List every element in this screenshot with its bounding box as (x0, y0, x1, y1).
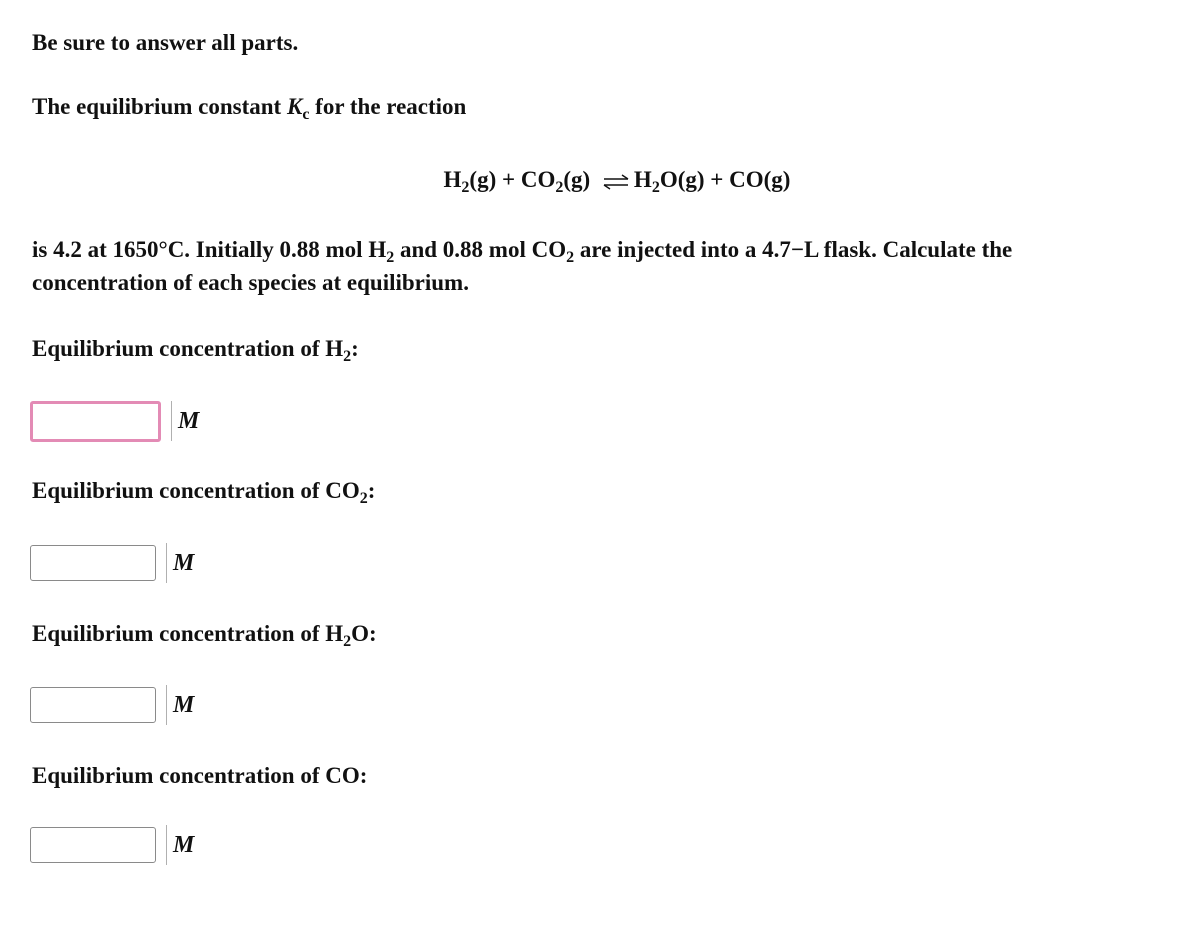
part-3-unit: M (166, 685, 194, 725)
equilibrium-arrow-icon (602, 174, 630, 190)
part-1-answer-row (30, 400, 199, 442)
problem-line-2: concentration of each species at equilibrium. (32, 270, 469, 295)
intro-prefix: The equilibrium constant (32, 94, 282, 119)
plus-sign: + (704, 167, 730, 192)
part-1-unit: M (171, 401, 199, 441)
part-2-label-sub: 2 (359, 490, 368, 507)
reactant-h2-sub: 2 (461, 179, 470, 196)
instruction-text: Be sure to answer all parts. (32, 30, 299, 55)
k-symbol: K (286, 94, 303, 119)
k-subscript: c (302, 106, 310, 123)
product-h2o: H (633, 167, 652, 192)
reactant-co2-state: (g) (563, 167, 591, 192)
reaction-equation (0, 165, 1204, 195)
part-1-label (32, 334, 359, 364)
product-h2o-rest: O(g) (659, 167, 705, 192)
product-h2o-sub: 2 (651, 179, 660, 196)
part-2-label-tail: : (367, 478, 376, 503)
part-2-answer-row (30, 542, 194, 584)
part-3-label-sub: 2 (343, 633, 352, 650)
part-4-unit: M (166, 825, 194, 865)
part-1-label-tail: : (351, 336, 359, 361)
part-2-unit: M (166, 543, 194, 583)
problem-line-1 (32, 235, 1012, 265)
part-4-answer-row (30, 824, 194, 866)
intro-text (32, 92, 466, 122)
problem-text-a: is 4.2 at 1650°C. Initially 0.88 mol H (32, 237, 387, 262)
reactant-co2: CO (520, 167, 556, 192)
part-1-label-sub: 2 (343, 348, 352, 365)
reactant-h2-state: (g) (469, 167, 497, 192)
plus-sign: + (496, 167, 521, 192)
part-3-label-tail: O: (351, 621, 377, 646)
part-3-label-text: Equilibrium concentration of H (32, 621, 344, 646)
h2o-concentration-input[interactable] (30, 687, 156, 723)
co2-concentration-input[interactable] (30, 545, 156, 581)
co-concentration-input[interactable] (30, 827, 156, 863)
problem-sub-2: 2 (566, 249, 575, 266)
part-4-label-text: Equilibrium concentration of CO: (32, 763, 368, 788)
h2-concentration-input[interactable] (30, 401, 161, 442)
reactant-co2-sub: 2 (555, 179, 564, 196)
intro-suffix: for the reaction (315, 94, 467, 119)
problem-text-b: and 0.88 mol CO (394, 237, 567, 262)
problem-sub-1: 2 (386, 249, 395, 266)
part-2-label (32, 476, 375, 506)
problem-text-c: are injected into a 4.7−L flask. Calculate the (574, 237, 1013, 262)
part-4-label (32, 761, 367, 791)
product-co: CO(g) (729, 167, 791, 192)
part-3-label (32, 619, 377, 649)
part-1-label-text: Equilibrium concentration of H (32, 336, 344, 361)
reactant-h2: H (443, 167, 462, 192)
part-3-answer-row (30, 684, 194, 726)
part-2-label-text: Equilibrium concentration of CO (32, 478, 360, 503)
